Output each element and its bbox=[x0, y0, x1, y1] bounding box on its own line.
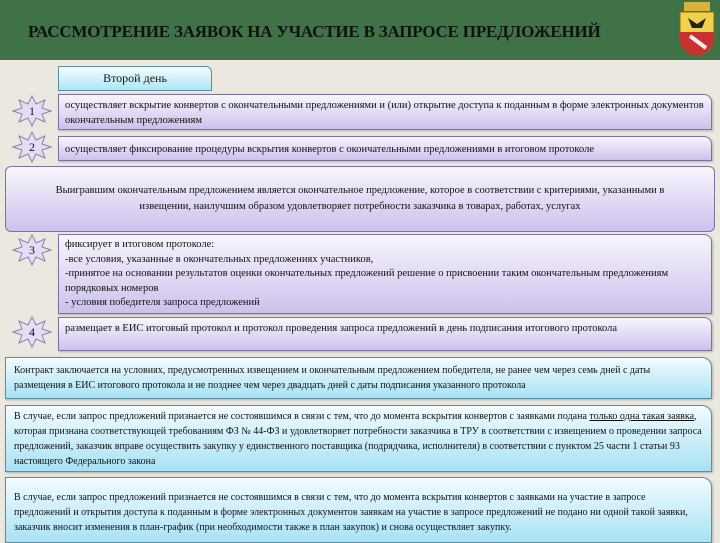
step-3 bbox=[58, 234, 712, 314]
note-text: , которая признана соответствующей требованиям ФЗ № 44-ФЗ и удовлетворяет потребности заказчика в ТРУ в соответствии с извещением о проведении запроса предложений, заказчик вправе осуществить закупку у единственного поставщика (подрядчика, исполнителя) в соответствии с пунктом 25 части 1 статьи 93 настоящего Федерального закона bbox=[14, 411, 702, 467]
contract-note: Контракт заключается на условиях, предусмотренных извещением и окончательным предложением победителя, не ранее чем через семь дней с даты размещения в ЕИС итогового протокола и не позднее чем через двадцать дней с даты подписания указанного протокола bbox=[5, 357, 712, 399]
coat-of-arms-logo bbox=[676, 2, 718, 56]
step-2: осуществляет фиксирование процедуры вскрытия конвертов с окончательными предложениями в итоговом протоколе bbox=[58, 136, 712, 161]
step-number: 4 bbox=[29, 325, 35, 339]
step-number: 3 bbox=[29, 243, 35, 257]
step-1: осуществляет вскрытие конвертов с окончательными предложениями и (или) открытие доступа к поданным в форме электронных документов окончательным предложениям bbox=[58, 94, 712, 130]
step-number: 2 bbox=[29, 140, 35, 154]
second-day-tab: Второй день bbox=[58, 66, 212, 91]
note-underlined: только одна такая заявка bbox=[589, 411, 695, 422]
no-bids-note: В случае, если запрос предложений признается не состоявшимся в связи с тем, что до момента вскрытия конвертов с заявками на участие в запросе предложений и открытия доступа к поданным в форме электронных документов заявкам на участие в запросе предложений не подано ни одной такой заявки, заказчик вносит изменения в план-график (при необходимости также в план закупок) и снова осуществляет закупку. bbox=[5, 477, 712, 543]
winning-offer-banner: Выигравшим окончательным предложением является окончательное предложение, которое в соответствии с критериями, указанными в извещении, наилучшим образом удовлетворяет потребности заказчика в товарах, работах, услугах bbox=[5, 166, 715, 232]
step-3-line: -принятое на основании результатов оценки окончательных предложений решение о присвоении таким окончательным предложениям порядковых номеров bbox=[65, 268, 669, 294]
step-number: 1 bbox=[29, 104, 35, 118]
step-4: размещает в ЕИС итоговый протокол и протокол проведения запроса предложений в день подписания итогового протокола bbox=[58, 317, 712, 351]
step-3-line: фиксирует в итоговом протоколе: bbox=[65, 239, 215, 250]
slide-header bbox=[0, 0, 720, 60]
note-text: В случае, если запрос предложений признается не состоявшимся в связи с тем, что до момента вскрытия конвертов с заявками подана bbox=[14, 411, 590, 422]
step-3-line: - условия победителя запроса предложений bbox=[65, 297, 260, 308]
step-3-line: -все условия, указанные в окончательных предложениях участников, bbox=[65, 253, 374, 265]
single-bid-note bbox=[5, 405, 712, 472]
slide-title: РАССМОТРЕНИЕ ЗАЯВОК НА УЧАСТИЕ В ЗАПРОСЕ ПРЕДЛОЖЕНИЙ bbox=[28, 22, 601, 41]
